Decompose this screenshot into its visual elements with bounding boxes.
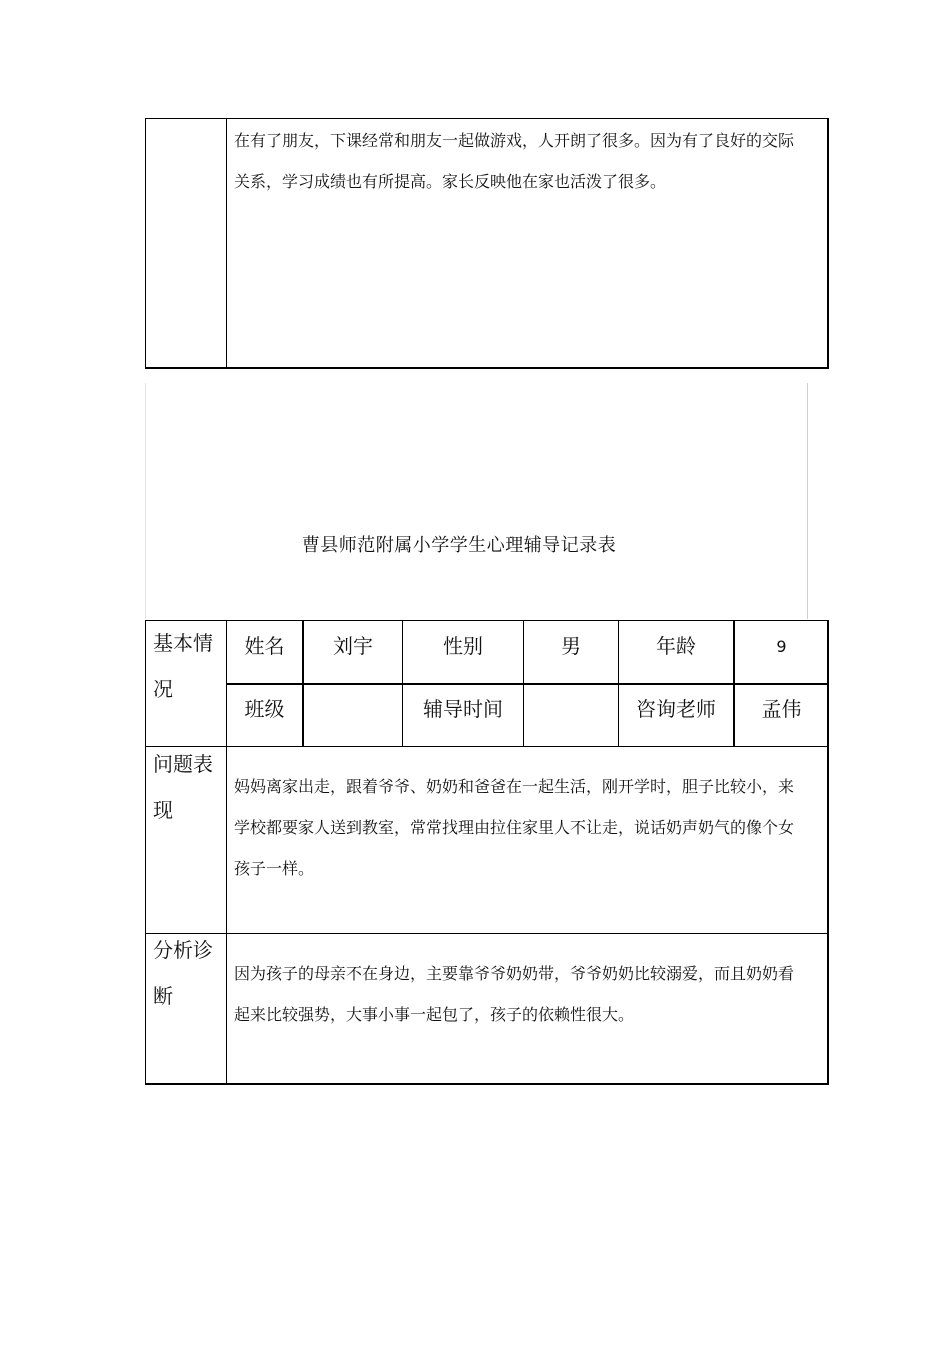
label-column-divider [226, 621, 227, 1083]
frame-line-left [145, 383, 146, 619]
name-label: 姓名 [244, 634, 285, 658]
problem-text: 妈妈离家出走，跟着爷爷、奶奶和爸爸在一起生活，刚开学时，胆子比较小，来学校都要家人送到教室，常常找理由拉住家里人不让走，说话奶声奶气的像个女孩子一样。 [234, 777, 795, 878]
row-divider-analysis [146, 933, 827, 934]
record-table [145, 620, 829, 1085]
frame-line-right [807, 383, 808, 619]
row-divider-problem [146, 746, 827, 747]
page-title: 曹县师范附属小学学生心理辅导记录表 [301, 535, 617, 556]
analysis-text: 因为孩子的母亲不在身边，主要靠爷爷奶奶带，爷爷奶奶比较溺爱，而且奶奶看起来比较强势，大事小事一起包了，孩子的依赖性很大。 [234, 964, 795, 1024]
problem-label: 问题表现 [153, 752, 213, 822]
gender-label: 性别 [443, 634, 483, 658]
analysis-label: 分析诊断 [153, 938, 213, 1008]
class-label: 班级 [244, 697, 285, 721]
gender-value: 男 [561, 634, 581, 658]
column-divider [226, 119, 227, 367]
age-label: 年龄 [656, 634, 696, 658]
continuation-text: 在有了朋友，下课经常和朋友一起做游戏，人开朗了很多。因为有了良好的交际关系，学习成绩也有所提高。家长反映他在家也活泼了很多。 [234, 131, 795, 191]
name-value: 刘宇 [333, 634, 373, 658]
teacher-label: 咨询老师 [636, 697, 716, 721]
teacher-value: 孟伟 [761, 697, 802, 721]
row-divider-basic [226, 683, 827, 685]
continuation-table [145, 118, 829, 369]
counseling-time-label: 辅导时间 [423, 697, 503, 721]
age-value: 9 [776, 637, 787, 656]
basic-info-label: 基本情况 [153, 631, 213, 701]
